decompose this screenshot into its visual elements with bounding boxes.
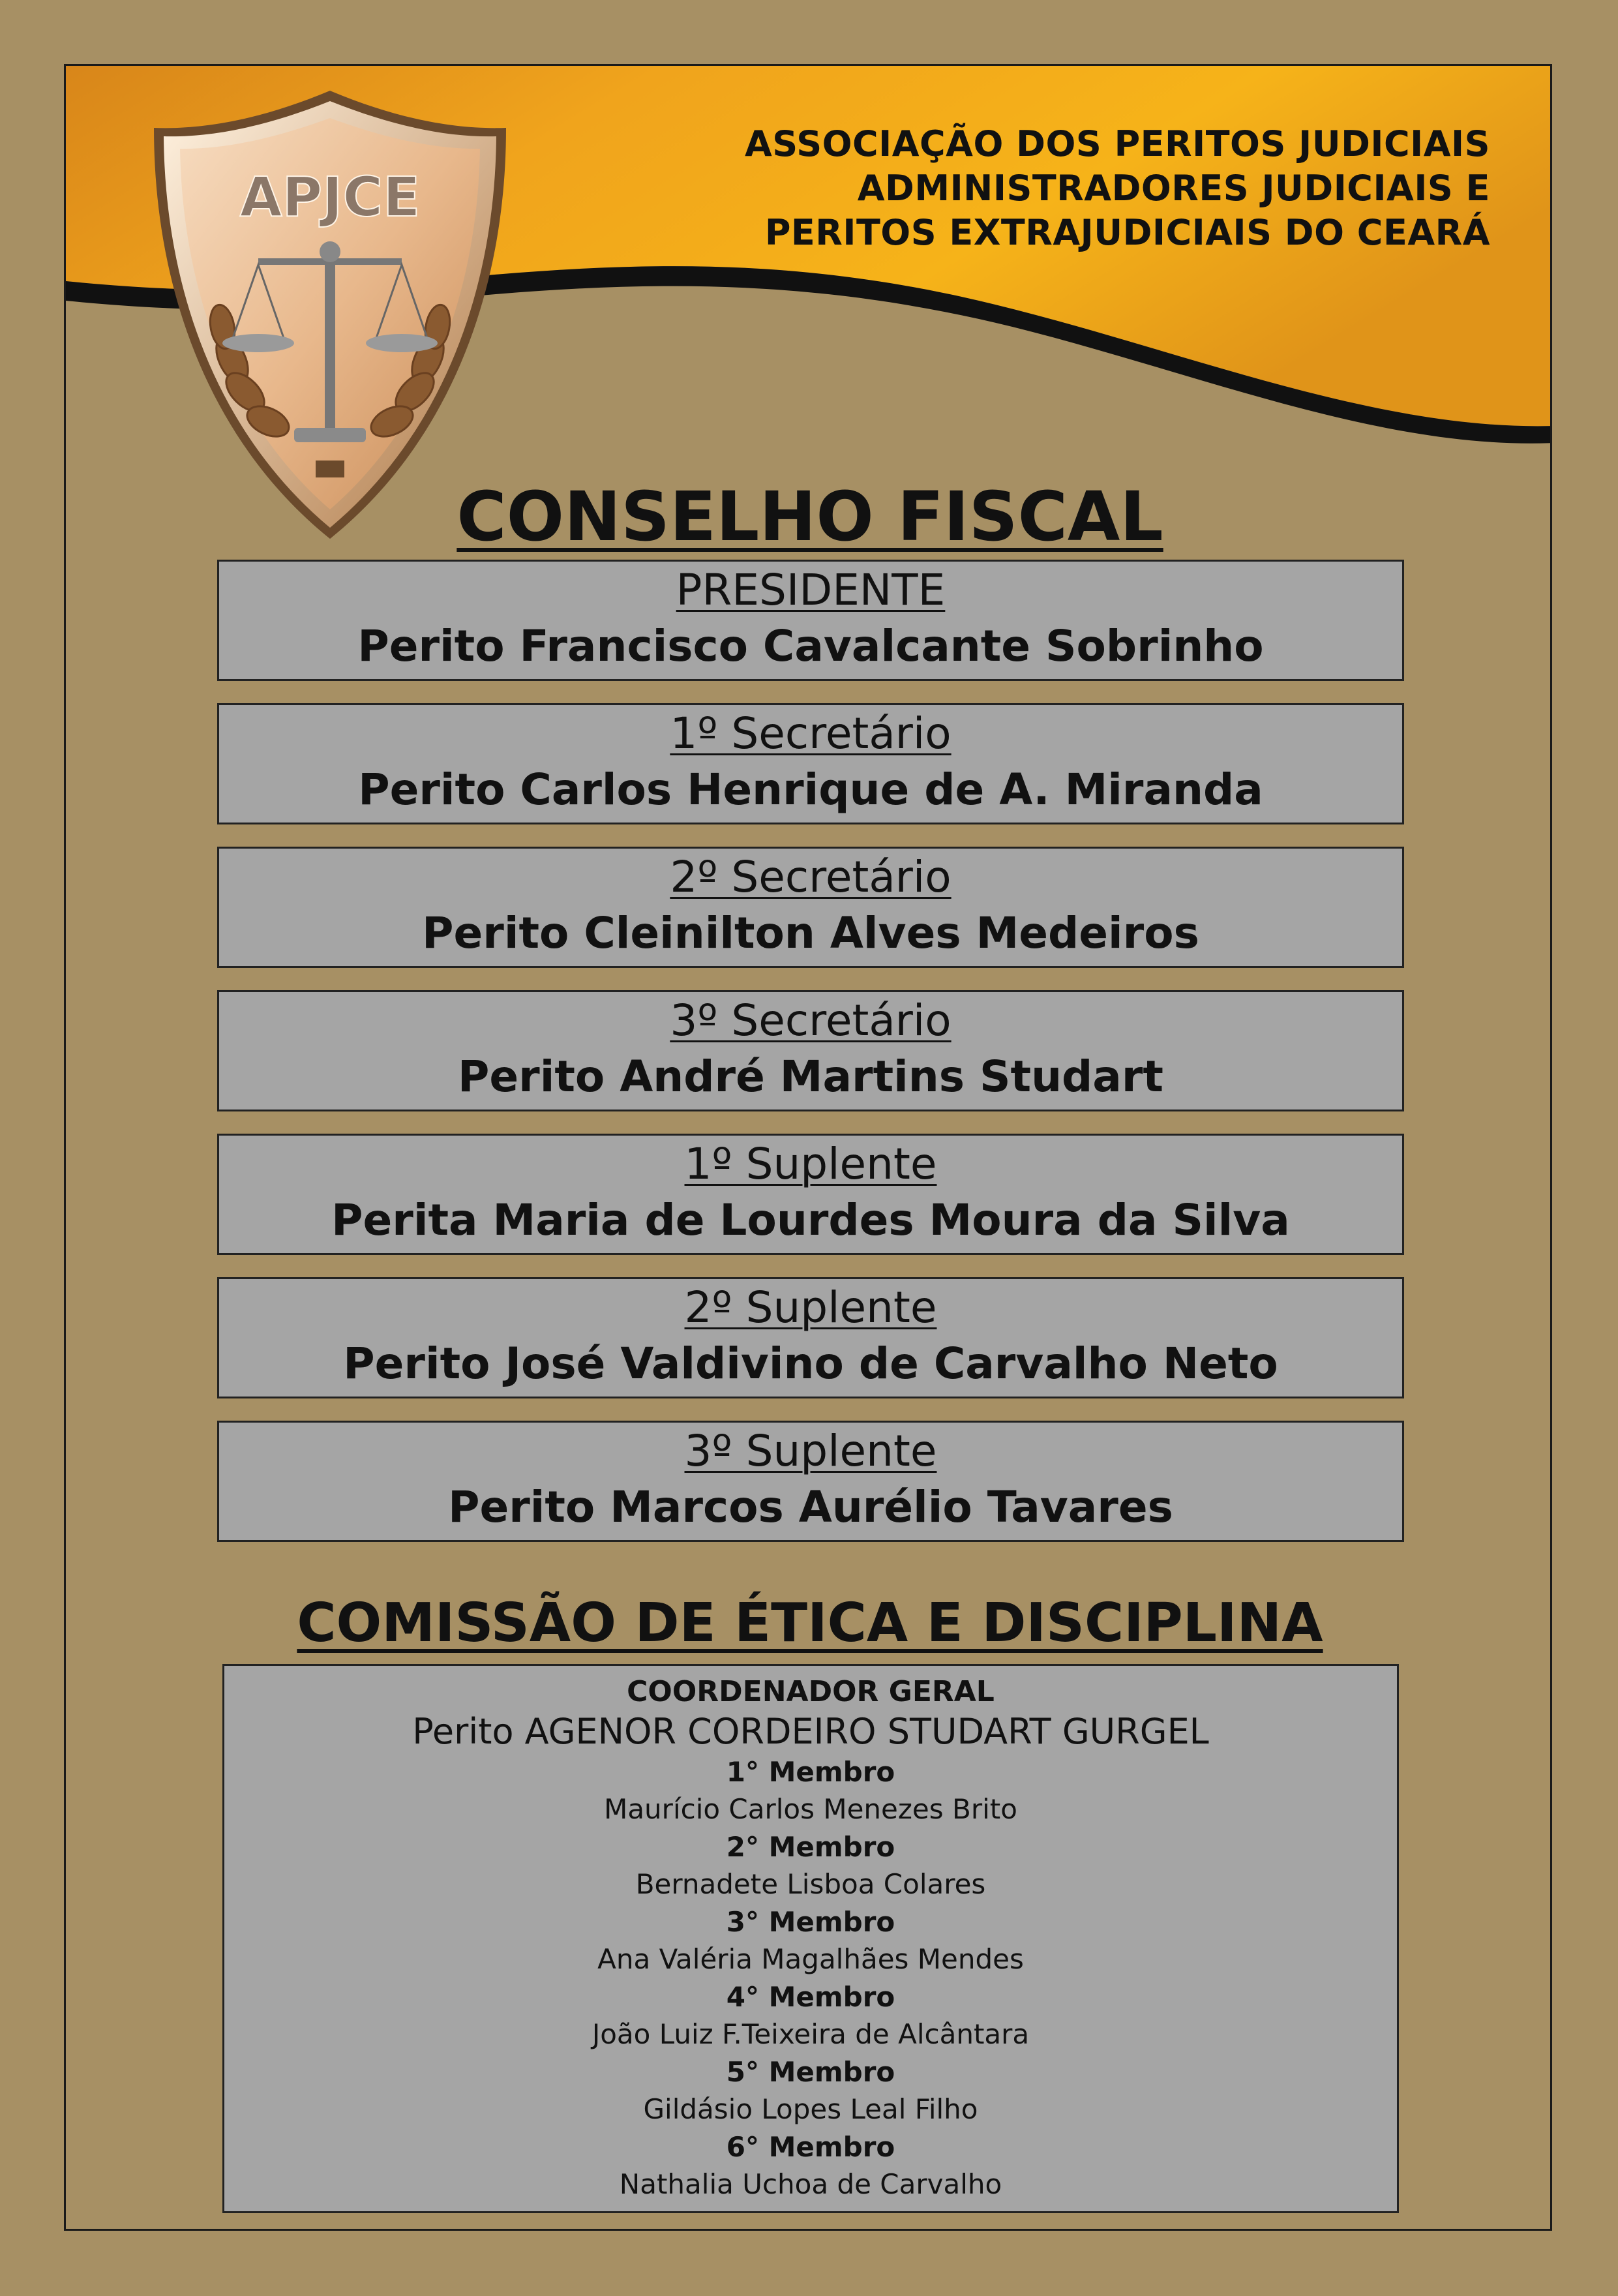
- conselho-member-box: [217, 1277, 1404, 1398]
- member-name: Perito José Valdivino de Carvalho Neto: [343, 1338, 1278, 1389]
- ethics-member-name: Ana Valéria Magalhães Mendes: [597, 1943, 1024, 1975]
- member-name: Perita Maria de Lourdes Moura da Silva: [331, 1195, 1290, 1245]
- member-name: Perito André Martins Studart: [458, 1051, 1163, 1102]
- ethics-member-role: 3° Membro: [726, 1906, 895, 1938]
- member-role: 2º Suplente: [684, 1282, 937, 1333]
- ethics-member-role: 6° Membro: [726, 2131, 895, 2163]
- conselho-member-box: [217, 560, 1404, 681]
- member-name: Perito Francisco Cavalcante Sobrinho: [357, 621, 1264, 671]
- conselho-fiscal-title: CONSELHO FISCAL: [457, 477, 1163, 556]
- ethics-member-role: 5° Membro: [726, 2056, 895, 2088]
- member-role: 1º Suplente: [684, 1139, 937, 1189]
- comissao-etica-title: COMISSÃO DE ÉTICA E DISCIPLINA: [297, 1592, 1323, 1654]
- coordinator-name: Perito AGENOR CORDEIRO STUDART GURGEL: [412, 1711, 1209, 1752]
- coordinator-label: COORDENADOR GERAL: [627, 1675, 995, 1708]
- ethics-member-role: 4° Membro: [726, 1981, 895, 2013]
- member-name: Perito Marcos Aurélio Tavares: [448, 1482, 1173, 1532]
- member-name: Perito Carlos Henrique de A. Miranda: [358, 764, 1263, 815]
- comissao-etica-box: [222, 1664, 1399, 2213]
- org-name-line-2: ADMINISTRADORES JUDICIAIS E: [857, 168, 1490, 209]
- conselho-member-box: [217, 1421, 1404, 1542]
- org-name-line-3: PERITOS EXTRAJUDICIAIS DO CEARÁ: [764, 212, 1490, 253]
- member-name: Perito Cleinilton Alves Medeiros: [422, 908, 1199, 958]
- conselho-member-box: [217, 990, 1404, 1111]
- ethics-member-name: Gildásio Lopes Leal Filho: [643, 2093, 978, 2125]
- ethics-member-name: Bernadete Lisboa Colares: [635, 1868, 986, 1900]
- member-role: PRESIDENTE: [676, 565, 946, 615]
- member-role: 3º Secretário: [670, 995, 951, 1046]
- conselho-member-box: [217, 703, 1404, 824]
- member-role: 1º Secretário: [670, 708, 951, 759]
- ethics-member-name: João Luiz F.Teixeira de Alcântara: [592, 2018, 1030, 2050]
- ethics-member-role: 1° Membro: [726, 1756, 895, 1788]
- ethics-member-name: Maurício Carlos Menezes Brito: [604, 1793, 1017, 1825]
- logo-text: APJCE: [239, 165, 421, 229]
- ethics-member-role: 2° Membro: [726, 1831, 895, 1863]
- org-name-line-1: ASSOCIAÇÃO DOS PERITOS JUDICIAIS: [744, 123, 1490, 164]
- conselho-member-box: [217, 847, 1404, 968]
- member-role: 3º Suplente: [684, 1426, 937, 1476]
- ethics-member-name: Nathalia Uchoa de Carvalho: [619, 2168, 1002, 2200]
- conselho-member-box: [217, 1134, 1404, 1255]
- member-role: 2º Secretário: [670, 852, 951, 902]
- page-frame: [64, 64, 1552, 2231]
